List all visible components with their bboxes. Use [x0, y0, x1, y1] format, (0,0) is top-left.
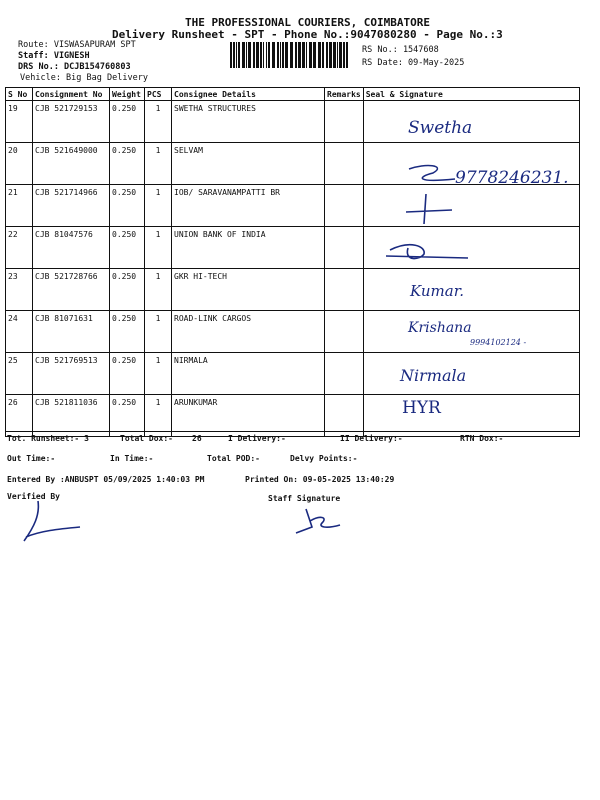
table-row — [6, 269, 580, 311]
table-row — [6, 353, 580, 395]
company-name: THE PROFESSIONAL COURIERS, COIMBATORE — [185, 16, 431, 29]
cell-sno: 23 — [6, 269, 33, 311]
cell-remarks — [325, 353, 364, 395]
cell-signature — [363, 269, 579, 311]
rs-number: RS No.: 1547608 — [362, 45, 439, 55]
total-pod: Total POD:- — [207, 454, 260, 463]
runsheet-table — [5, 87, 580, 437]
cell-consignee: SWETHA STRUCTURES — [172, 101, 325, 143]
cell-remarks — [325, 227, 364, 269]
signature-row24-name: Krishana — [408, 320, 472, 336]
cell-consignee: SELVAM — [172, 143, 325, 185]
runsheet-title: Delivery Runsheet - SPT - Phone No.:9047080280 - Page No.:3 — [112, 28, 503, 41]
drs-number: DRS No.: DCJB154760803 — [18, 62, 131, 72]
staff-signature — [292, 505, 352, 540]
cell-consignee: NIRMALA — [172, 353, 325, 395]
cell-consignee: ARUNKUMAR — [172, 395, 325, 437]
verified-signature — [18, 497, 88, 547]
signature-row20 — [395, 155, 595, 195]
staff-signature-label: Staff Signature — [268, 494, 341, 503]
rs-date: RS Date: 09-May-2025 — [362, 58, 465, 68]
cell-sno: 20 — [6, 143, 33, 185]
cell-pcs: 1 — [145, 395, 172, 437]
cell-consignment: CJB 81047576 — [33, 227, 110, 269]
cell-pcs: 1 — [145, 353, 172, 395]
cell-weight: 0.250 — [110, 395, 145, 437]
total-dox-label: Total Dox:- — [120, 434, 173, 443]
table-row — [6, 227, 580, 269]
out-time: Out Time:- — [7, 454, 56, 463]
signature-row20-text: 9778246231. — [455, 168, 569, 188]
total-dox-value: 26 — [192, 434, 202, 443]
cell-remarks — [325, 311, 364, 353]
i-delivery: I Delivery:- — [228, 434, 286, 443]
cell-consignee: UNION BANK OF INDIA — [172, 227, 325, 269]
cell-consignment: CJB 521649000 — [33, 143, 110, 185]
col-weight: Weight — [110, 88, 145, 101]
cell-sno: 26 — [6, 395, 33, 437]
cell-consignee: GKR HI-TECH — [172, 269, 325, 311]
cell-pcs: 1 — [145, 311, 172, 353]
signature-row19: Swetha — [408, 118, 473, 138]
cell-sno: 19 — [6, 101, 33, 143]
cell-weight: 0.250 — [110, 185, 145, 227]
in-time: In Time:- — [110, 454, 154, 463]
signature-row24-phone: 9994102124 - — [470, 338, 527, 347]
cell-sno: 25 — [6, 353, 33, 395]
cell-consignment: CJB 521728766 — [33, 269, 110, 311]
printed-on: Printed On: 09-05-2025 13:40:29 — [245, 475, 395, 484]
cell-signature — [363, 353, 579, 395]
cell-weight: 0.250 — [110, 101, 145, 143]
cell-sno: 24 — [6, 311, 33, 353]
cell-pcs: 1 — [145, 269, 172, 311]
cell-pcs: 1 — [145, 101, 172, 143]
cell-pcs: 1 — [145, 143, 172, 185]
vehicle: Vehicle: Big Bag Delivery — [20, 73, 148, 83]
cell-weight: 0.250 — [110, 143, 145, 185]
cell-consignment: CJB 521729153 — [33, 101, 110, 143]
col-signature: Seal & Signature — [363, 88, 579, 101]
cell-weight: 0.250 — [110, 353, 145, 395]
cell-sno: 22 — [6, 227, 33, 269]
rtn-dox: RTN Dox:- — [460, 434, 504, 443]
route: Route: VISWASAPURAM SPT — [18, 40, 136, 50]
table-row — [6, 101, 580, 143]
verified-by: Verified By — [7, 492, 60, 501]
delvy-points: Delvy Points:- — [290, 454, 358, 463]
cell-pcs: 1 — [145, 227, 172, 269]
cell-consignee: IOB/ SARAVANAMPATTI BR — [172, 185, 325, 227]
signature-row25: Nirmala — [400, 366, 467, 385]
cell-remarks — [325, 185, 364, 227]
cell-consignment: CJB 81071631 — [33, 311, 110, 353]
cell-weight: 0.250 — [110, 227, 145, 269]
tot-runsheet: Tot. Runsheet:- 3 — [7, 434, 89, 443]
cell-sno: 21 — [6, 185, 33, 227]
cell-consignment: CJB 521714966 — [33, 185, 110, 227]
signature-row21 — [400, 192, 480, 228]
staff: Staff: VIGNESH — [18, 51, 90, 61]
cell-remarks — [325, 101, 364, 143]
col-sno: S No — [6, 88, 33, 101]
cell-remarks — [325, 143, 364, 185]
signature-row26: HYR — [402, 398, 441, 418]
col-remarks: Remarks — [325, 88, 364, 101]
cell-consignee: ROAD-LINK CARGOS — [172, 311, 325, 353]
cell-pcs: 1 — [145, 185, 172, 227]
cell-weight: 0.250 — [110, 311, 145, 353]
cell-consignment: CJB 521811036 — [33, 395, 110, 437]
col-consignment: Consignment No — [33, 88, 110, 101]
signature-row23: Kumar. — [410, 282, 464, 300]
barcode — [230, 42, 350, 68]
cell-weight: 0.250 — [110, 269, 145, 311]
col-pcs: PCS — [145, 88, 172, 101]
entered-by: Entered By :ANBUSPT 05/09/2025 1:40:03 PM — [7, 475, 205, 484]
cell-remarks — [325, 269, 364, 311]
cell-consignment: CJB 521769513 — [33, 353, 110, 395]
signature-row22 — [384, 236, 474, 268]
table-header-row — [6, 88, 580, 101]
col-consignee: Consignee Details — [172, 88, 325, 101]
footer-rule — [5, 431, 580, 432]
ii-delivery: II Delivery:- — [340, 434, 403, 443]
